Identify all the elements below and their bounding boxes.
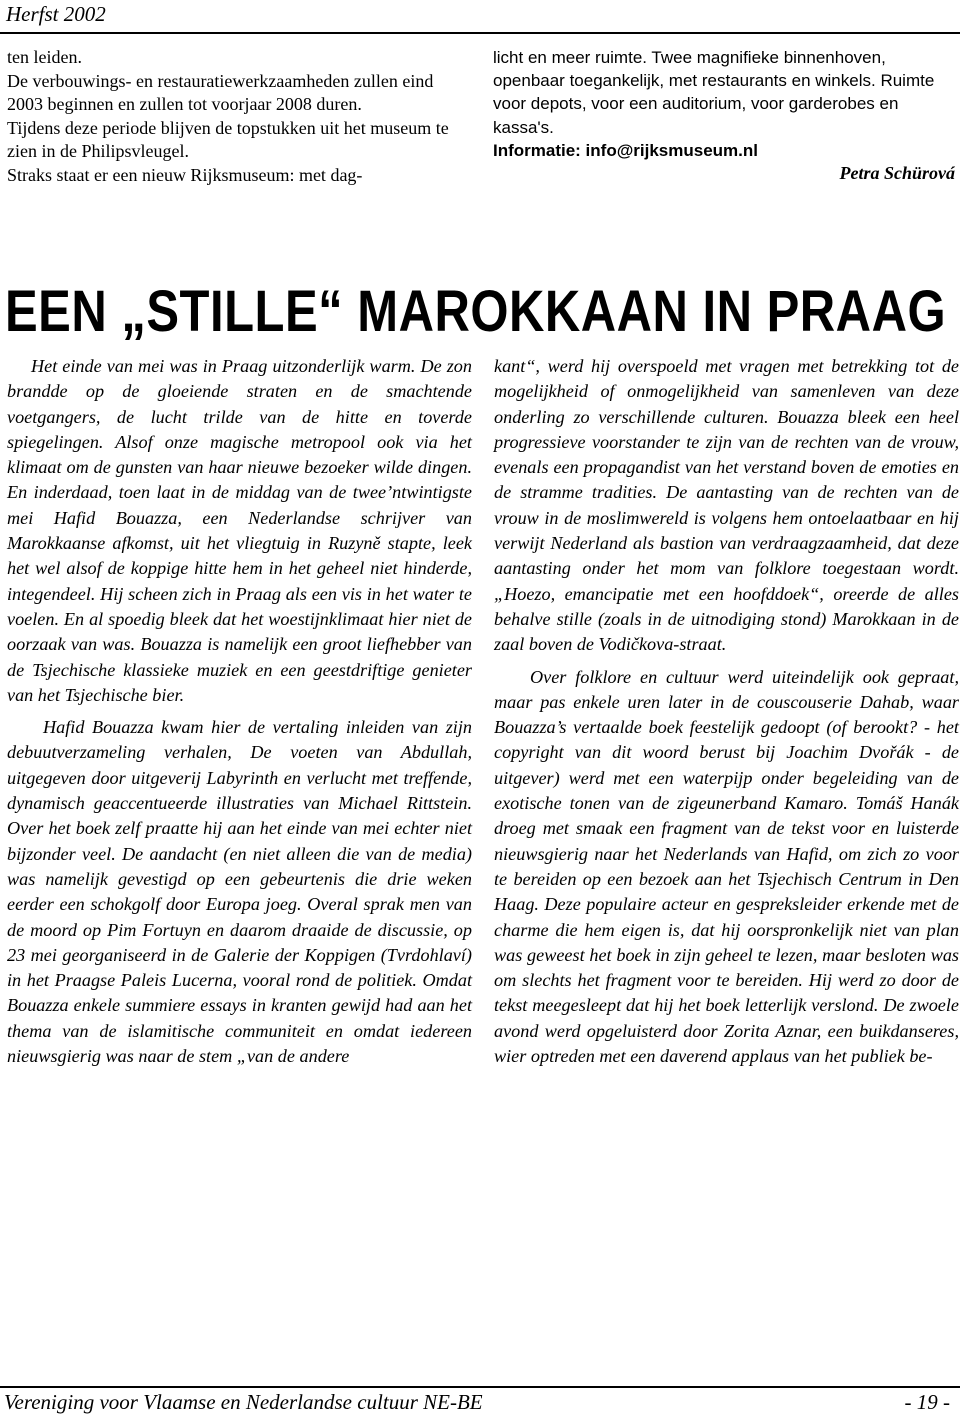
article-headline: EEN „STILLE“ MAROKKAAN IN PRAAG [5, 279, 947, 345]
running-header: Herfst 2002 [6, 2, 106, 26]
intro-left-line: De verbouwings- en restauratiewerkzaamheden zullen eind 2003 beginnen en zullen tot voorjaar 2008 duren. [7, 70, 434, 115]
article-left-column [7, 354, 472, 1069]
page-number: - 19 - [904, 1390, 950, 1414]
intro-left-line: Tijdens deze periode blijven de topstukken uit het museum te zien in de Philipsvleugel. [7, 117, 449, 162]
footer-divider [0, 1386, 960, 1388]
intro-right-text: licht en meer ruimte. Twee magnifieke binnenhoven, openbaar toegankelijk, met restaurants en winkels. Ruimte voor depots, voor een auditorium, voor garderobes en kassa's. [493, 48, 935, 137]
intro-right-column [493, 46, 955, 185]
intro-left-column [7, 46, 472, 188]
article-paragraph: kant“, werd hij overspoeld met vragen met betrekking tot de mogelijkheid of onmogelijkheid van samenleven van deze onderling zo verschillende culturen. Bouazza bleek een heel progressieve voorstander te zijn van de rechten van de vrouw, evenals een propagandist van het verstand boven de emoties en de stramme tradities. De aantasting van de rechten van de vrouw in de moslimwereld is volgens hem ontoelaatbaar en hij verwijt Nederland als bastion van verdraagzaamheid, dat deze aantasting onder het mom van folklore toegestaan wordt. „Hoezo, emancipatie met een hoofddoek“, oreerde de alles behalve stille (zoals in de uitnodiging stond) Marokkaan in de zaal boven de Vodičkova-straat. [494, 356, 959, 655]
footer-organization: Vereniging voor Vlaamse en Nederlandse cultuur NE-BE [4, 1390, 483, 1414]
article-paragraph: Over folklore en cultuur werd uiteindelijk ook gepraat, maar pas enkele uren later in de couscouserie Dahab, waar Bouazza’s vertaalde boek feestelijk gedoopt (of berookt? - het copyright van dit woord berust bij Joachim Dvořák - de uitgever) werd met een waterpijp onder begeleiding van de exotische tonen van de zigeunerband Kamaro. Tomáš Hanák droeg met smaak een fragment van de tekst voor en luisterde nieuwsgierig naar het Nederlands van Hafid, om zich zo voor te bereiden op een bezoek aan het Tsjechisch Centrum in Den Haag. Deze populaire acteur en gespreksleider erkende met de charme die hem eigen is, dat hij oorspronkelijk niet van plan was geweest het boek in zijn geheel te lezen, maar besloten was om slechts het fragment voor te bereiden. Hij werd zo door de tekst meegesleept dat hij het boek letterlijk verslond. De zwoele avond werd opgeluisterd door Zorita Aznar, een buikdanseres, wier optreden met een daverend applaus van het publiek be- [494, 666, 959, 1067]
intro-left-line: ten leiden. [7, 47, 82, 67]
author-name: Petra Schürová [839, 163, 955, 184]
info-line: Informatie: info@rijksmuseum.nl [493, 140, 759, 160]
article-paragraph: Het einde van mei was in Praag uitzonderlijk warm. De zon brandde op de gloeiende straten en de smachtende voetgangers, de lucht trilde van de hitte en toverde spiegelingen. Alsof onze magische metropool ook via het klimaat om de gunsten van haar nieuwe bezoeker wilde dingen. En inderdaad, toen laat in de middag van de twee’ntwintigste mei Hafid Bouazza, een Nederlandse schrijver van Marokkaanse afkomst, uit het vliegtuig in Ruzyně stapte, leek het wel alsof de koppige hitte hem in het geheel niet hinderde, integendeel. Hij scheen zich in Praag als een vis in het water te voelen. En al spoedig bleek dat het woestijnklimaat hier niet de oorzaak van was. Bouazza is namelijk een groot liefhebber van de Tsjechische klassieke muziek en een geestdriftige genieter van het Tsjechische bier. [7, 356, 472, 705]
header-divider [0, 32, 960, 34]
article-paragraph: Hafid Bouazza kwam hier de vertaling inleiden van zijn debuutverzameling verhalen, De voeten van Abdullah, uitgegeven door uitgeverij Labyrinth en verlucht met treffende, dynamisch geaccentueerde illustraties van Michael Rittstein. Over het boek zelf praatte hij aan het einde van mei echter niet bijzonder veel. De aandacht (en niet alleen die van de media) was namelijk gevestigd op een gebeurtenis die drie weken eerder een schokgolf door Europa joeg. Overal sprak men van de moord op Pim Fortuyn en daarom draaide de discussie, op 23 mei georganiseerd in de Galerie der Koppigen (Tvrdohlaví) in het Praagse Paleis Lucerna, vooral rond de politiek. Omdat Bouazza enkele summiere essays in kranten gewijd had aan het thema van de islamitische communiteit en omdat iedereen nieuwsgierig was naar de stem „van de andere [7, 717, 472, 1067]
article-right-column [494, 354, 959, 1069]
intro-left-line: Straks staat er een nieuw Rijksmuseum: met dag- [7, 164, 363, 185]
